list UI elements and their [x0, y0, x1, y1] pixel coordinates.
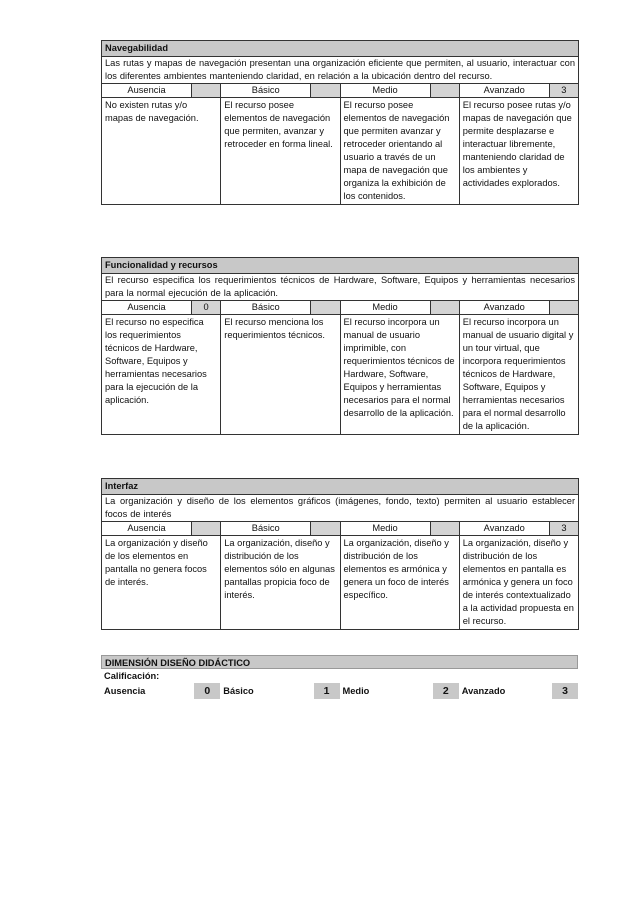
criterion-basico: El recurso menciona los requerimientos técnicos.: [221, 315, 340, 435]
level-medio-label: Medio: [340, 522, 430, 536]
level-medio-score[interactable]: [430, 301, 459, 315]
criterion-avanzado: La organización, diseño y distribución de los elementos en pantalla es armónica y genera un foco de interés contextualizado a la actividad propuesta en el recurso.: [459, 536, 578, 630]
level-medio-score[interactable]: [430, 84, 459, 98]
level-medio-score[interactable]: [430, 522, 459, 536]
section-description: La organización y diseño de los elementos gráficos (imágenes, fondo, texto) permiten al usuario establecer focos de interés: [102, 495, 579, 522]
level-basico-score[interactable]: [311, 84, 340, 98]
rubric-funcionalidad: [101, 257, 579, 435]
summary-levels: [101, 683, 578, 699]
criterion-ausencia: La organización y diseño de los elementos en pantalla no genera focos de interés.: [102, 536, 221, 630]
level-avanzado-label: Avanzado: [459, 84, 549, 98]
criterion-avanzado: El recurso incorpora un manual de usuario digital y un tour virtual, que incorpora requerimientos técnicos de Hardware, Software, Equipos y herramientas necesarios para el normal desarrollo de la aplicación.: [459, 315, 578, 435]
level-ausencia-score[interactable]: [192, 522, 221, 536]
criterion-basico: El recurso posee elementos de navegación que permiten, avanzar y retroceder en forma lineal.: [221, 98, 340, 205]
level-basico-score[interactable]: [311, 301, 340, 315]
summary-level-value: 2: [433, 683, 459, 699]
criterion-basico: La organización, diseño y distribución de los elementos sólo en algunas pantallas propicia foco de interés.: [221, 536, 340, 630]
level-basico-score[interactable]: [311, 522, 340, 536]
level-avanzado-label: Avanzado: [459, 301, 549, 315]
summary-level-label: Ausencia: [104, 686, 146, 696]
level-avanzado-score[interactable]: [549, 301, 578, 315]
criterion-ausencia: El recurso no especifica los requerimientos técnicos de Hardware, Software, Equipos y herramientas necesarios para la ejecución de la aplicación.: [102, 315, 221, 435]
summary-level-avanzado: [459, 683, 578, 699]
summary-level-label: Avanzado: [461, 686, 506, 696]
level-ausencia-score[interactable]: [192, 84, 221, 98]
summary-label: Calificación:: [104, 671, 160, 681]
section-title: Interfaz: [102, 479, 579, 495]
level-medio-label: Medio: [340, 84, 430, 98]
rubric-navegabilidad: [101, 40, 579, 205]
criterion-avanzado: El recurso posee rutas y/o mapas de navegación que permite desplazarse e interactuar libremente, manteniendo claridad de los ambientes y actividades explorados.: [459, 98, 578, 205]
level-avanzado-score[interactable]: 3: [549, 84, 578, 98]
dimension-summary: [101, 655, 578, 699]
summary-level-basico: [220, 683, 339, 699]
summary-level-value: 0: [194, 683, 220, 699]
level-ausencia-label: Ausencia: [102, 301, 192, 315]
summary-title: DIMENSIÓN DISEÑO DIDÁCTICO: [101, 655, 578, 669]
summary-level-label: Básico: [223, 686, 254, 696]
section-title: Funcionalidad y recursos: [102, 258, 579, 274]
summary-level-value: 1: [314, 683, 340, 699]
rubric-interfaz: [101, 478, 579, 630]
criterion-medio: El recurso posee elementos de navegación que permiten avanzar y retroceder orientando al usuario a través de un mapa de navegación que organiza la exhibición de los contenidos.: [340, 98, 459, 205]
section-description: El recurso especifica los requerimientos técnicos de Hardware, Software, Equipos y herramientas necesarios para la normal ejecución de la aplicación.: [102, 274, 579, 301]
criterion-medio: El recurso incorpora un manual de usuario imprimible, con requerimientos técnicos de Hardware, Software, Equipos y herramientas necesarios para el normal desarrollo de la aplicación.: [340, 315, 459, 435]
summary-level-ausencia: [101, 683, 220, 699]
level-basico-label: Básico: [221, 84, 311, 98]
summary-level-medio: [340, 683, 459, 699]
level-basico-label: Básico: [221, 301, 311, 315]
level-ausencia-label: Ausencia: [102, 522, 192, 536]
level-avanzado-label: Avanzado: [459, 522, 549, 536]
level-ausencia-score[interactable]: 0: [192, 301, 221, 315]
summary-level-value: 3: [552, 683, 578, 699]
criterion-ausencia: No existen rutas y/o mapas de navegación.: [102, 98, 221, 205]
level-avanzado-score[interactable]: 3: [549, 522, 578, 536]
level-medio-label: Medio: [340, 301, 430, 315]
criterion-medio: La organización, diseño y distribución de los elementos es armónica y genera un foco de interés específico.: [340, 536, 459, 630]
section-description: Las rutas y mapas de navegación presentan una organización eficiente que permiten, al usuario, interactuar con los diferentes ambientes manteniendo claridad, en relación a la ubicación dentro del recurso.: [102, 57, 579, 84]
section-title: Navegabilidad: [102, 41, 579, 57]
level-ausencia-label: Ausencia: [102, 84, 192, 98]
summary-level-label: Medio: [342, 686, 370, 696]
level-basico-label: Básico: [221, 522, 311, 536]
